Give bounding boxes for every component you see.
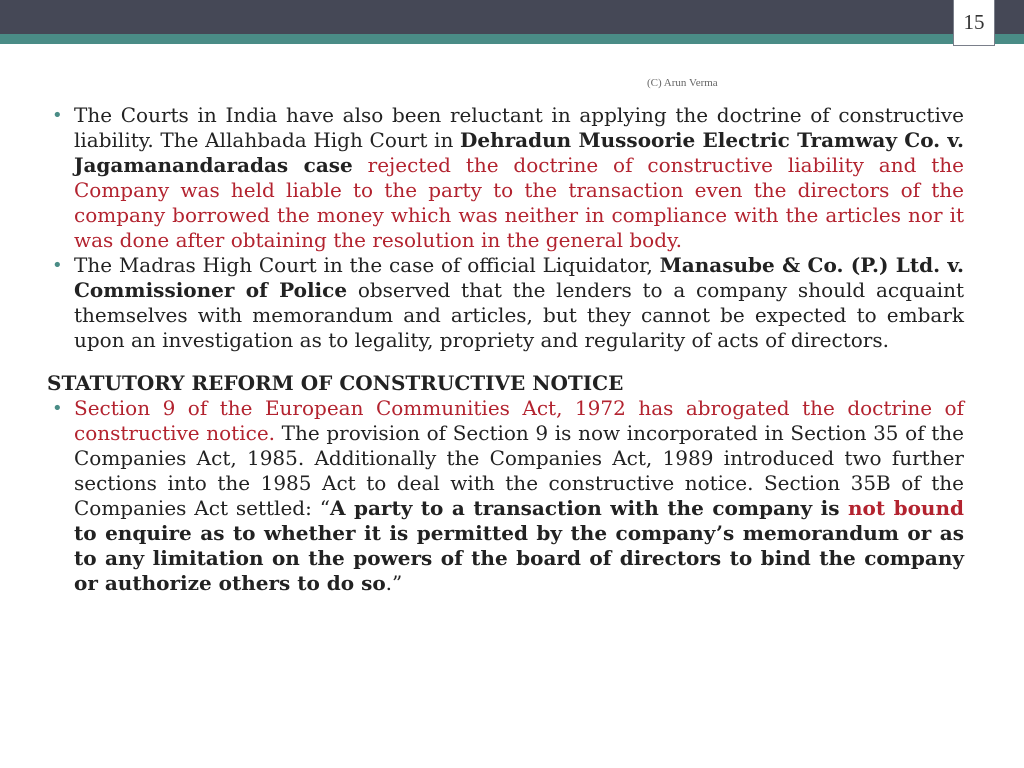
section-heading: STATUTORY REFORM OF CONSTRUCTIVE NOTICE xyxy=(47,371,624,395)
case-name-dehradun: Dehradun Mussoorie Electric Tramway Co. v. Jagamanandaradas case xyxy=(74,128,965,177)
copyright-note: (C) Arun Verma xyxy=(647,77,718,89)
highlighted-text: rejected the doctrine of constructive liability and the Company was held liable to the party to the transaction even the directors of the company borrowed the money which was neither in compliance with the articles nor it was done after obtaining the resolution in the general body. xyxy=(74,153,964,252)
bullet-icon: • xyxy=(52,105,63,126)
accent-band xyxy=(0,34,1024,44)
slide-number-text: 15 xyxy=(963,10,985,34)
slide-content xyxy=(47,103,965,596)
highlighted-text: Section 9 of the European Communities Act, 1972 has abrogated the doctrine of constructive notice. xyxy=(74,396,964,445)
header-bar xyxy=(0,0,1024,34)
bullet-icon: • xyxy=(52,398,63,419)
not-bound-highlight: not bound xyxy=(847,496,964,520)
bullet-paragraph-3: • Section 9 of the European Communities Act, 1972 has abrogated the doctrine of constructive notice. The provision of Section 9 is now incorporated in Section 35 of the Companies Act, 1985. Additionally the Companies Act, 1989 introduced two further sections into the 1985 Act to deal with the constructive notice. Section 35B of the Companies Act settled: “A party to a transaction with the company is not bound to enquire as to whether it is permitted by the company’s memorandum or as to any limitation on the powers of the board of directors to bind the company or authorize others to do so.” xyxy=(52,396,964,595)
case-name-manasube: Manasube & Co. (P.) Ltd. v. Commissioner of Police xyxy=(74,253,964,302)
slide-number xyxy=(953,0,995,46)
bullet-paragraph-1: • The Courts in India have also been reluctant in applying the doctrine of constructive liability. The Allahbada High Court in Dehradun Mussoorie Electric Tramway Co. v. Jagamanandaradas case rejected the doctrine of constructive liability and the Company was held liable to the party to the transaction even the directors of the company borrowed the money which was neither in compliance with the articles nor it was done after obtaining the resolution in the general body. xyxy=(52,103,965,252)
quoted-provision-cont: to enquire as to whether it is permitted by the company’s memorandum or as to any limitation on the powers of the board of directors to bind the company or authorize others to do so xyxy=(74,521,964,595)
quoted-provision: A party to a transaction with the company is xyxy=(329,496,848,520)
bullet-icon: • xyxy=(52,255,63,276)
bullet-paragraph-2: • The Madras High Court in the case of official Liquidator, Manasube & Co. (P.) Ltd. v. Commissioner of Police observed that the lenders to a company should acquaint themselves with memorandum and articles, but they cannot be expected to embark upon an investigation as to legality, propriety and regularity of acts of directors. xyxy=(52,253,965,352)
